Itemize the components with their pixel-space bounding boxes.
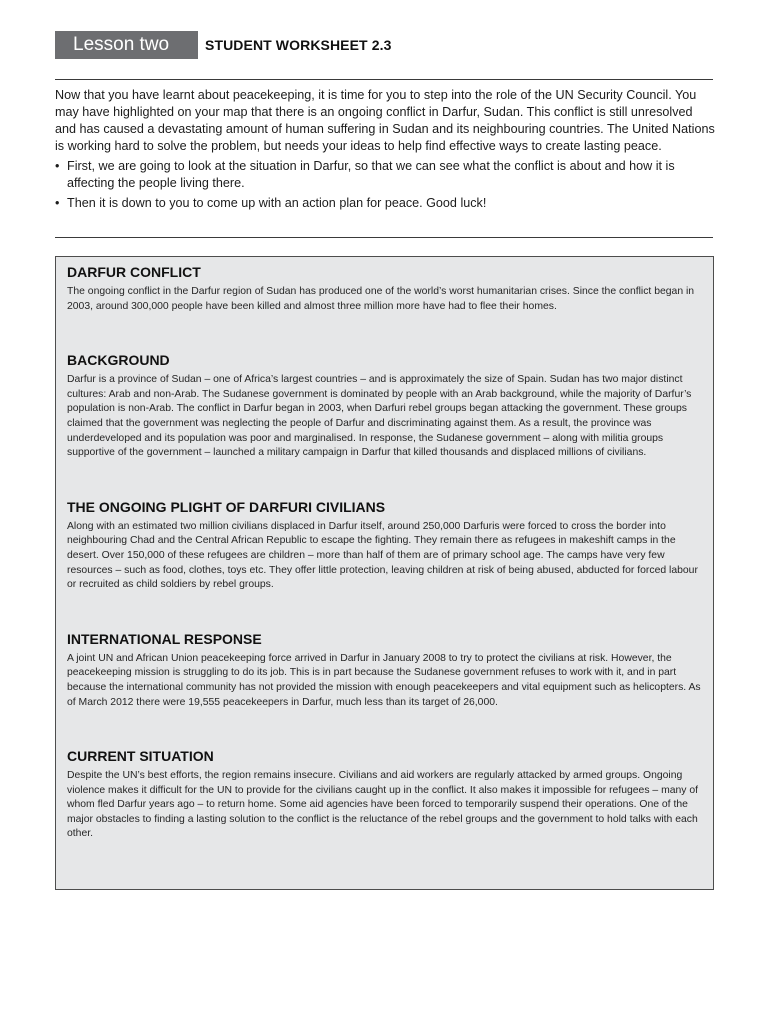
lesson-label: Lesson two (55, 31, 198, 59)
section-heading: INTERNATIONAL RESPONSE (67, 630, 262, 647)
worksheet-header (55, 31, 391, 59)
section-body: A joint UN and African Union peacekeeping force arrived in Darfur in January 2008 to try to protect the civilians at risk. However, the peacekeeping mission is struggling to do its job. This is in part because the Sudanese government refuses to work with it, and in part because the international community has not provided the mission with enough peacekeepers and vital equipment such as helicopters. As of March 2012 there were 19,555 peacekeepers in Darfur, much less than its target of 26,000. (67, 652, 701, 708)
bullet-icon: • (55, 159, 60, 173)
intro-block (55, 87, 715, 215)
section-body: The ongoing conflict in the Darfur region of Sudan has produced one of the world’s worst humanitarian crises. Since the conflict began in 2003, around 300,000 people have been killed and almost three million more have had to flee their homes. (67, 286, 695, 312)
bullet-icon: • (55, 196, 60, 210)
section-background (67, 352, 701, 461)
intro-paragraph: Now that you have learnt about peacekeeping, it is time for you to step into the role of the UN Security Council. You may have highlighted on your map that there is an ongoing conflict in Darfur, Sudan. This conflict is still unresolved and has caused a devastating amount of human suffering in Sudan and its neighbouring countries. The United Nations is working hard to solve the problem, but needs your ideas to help find effective ways to create lasting peace. (55, 88, 715, 153)
intro-bullet-list (55, 158, 715, 212)
section-international-response (67, 631, 701, 710)
section-body: Despite the UN’s best efforts, the region remains insecure. Civilians and aid workers are regularly attacked by armed groups. Ongoing violence makes it difficult for the UN to provide for the civilians caught up in the conflict. It also makes it impossible for refugees – many of whom fled Darfur years ago – to return home. Some aid agencies have been forced to temporarily suspend their operations. One of the major obstacles to finding a lasting solution to the conflict is the reluctance of the rebel groups and the government to hold talks with each other. (67, 770, 699, 840)
top-divider (55, 79, 713, 80)
bottom-divider (55, 237, 713, 238)
section-heading: BACKGROUND (67, 352, 170, 369)
section-ongoing-plight (67, 499, 701, 593)
darfur-info-box (55, 256, 714, 890)
section-heading: THE ONGOING PLIGHT OF DARFURI CIVILIANS (67, 498, 386, 515)
worksheet-title: STUDENT WORKSHEET 2.3 (205, 37, 392, 53)
section-heading: CURRENT SITUATION (67, 748, 214, 765)
intro-bullet-item (55, 195, 715, 212)
section-body: Darfur is a province of Sudan – one of Africa’s largest countries – and is approximately the size of Spain. Sudan has two major distinct cultures: Arab and non-Arab. The Sudanese government is dominated by people with an Arab background, while the majority of Darfur’s population is non-Arab. The conflict in Darfur began in 2003, when Darfuri rebel groups began attacking the government. These groups claimed that the government was neglecting the people of Darfur and discriminating against them. As a result, the province was underdeveloped and its population was poor and marginalised. In response, the Sudanese government – along with militia groups supportive of the government – launched a military campaign in Darfur that killed thousands and displaced millions of civilians. (67, 374, 692, 459)
section-heading: DARFUR CONFLICT (67, 264, 201, 280)
intro-bullet-item (55, 158, 715, 192)
intro-bullet-text: First, we are going to look at the situation in Darfur, so that we can see what the conflict is about and how it is affecting the people living there. (67, 159, 675, 190)
section-darfur-conflict (67, 264, 701, 314)
section-body: Along with an estimated two million civilians displaced in Darfur itself, around 250,000 Darfuris were forced to cross the border into neighbouring Chad and the Central African Republic to escape the fighting. They remain there as refugees in makeshift camps in the desert. Over 150,000 of these refugees are children – more than half of them are of primary school age. The camps have very few resources – such as food, clothes, toys etc. They offer little protection, leaving children at risk of being abused, abducted for forced labour or recruited as child soldiers by rebel groups. (67, 520, 698, 591)
intro-bullet-text: Then it is down to you to come up with an action plan for peace. Good luck! (67, 196, 487, 210)
section-current-situation (67, 748, 701, 842)
